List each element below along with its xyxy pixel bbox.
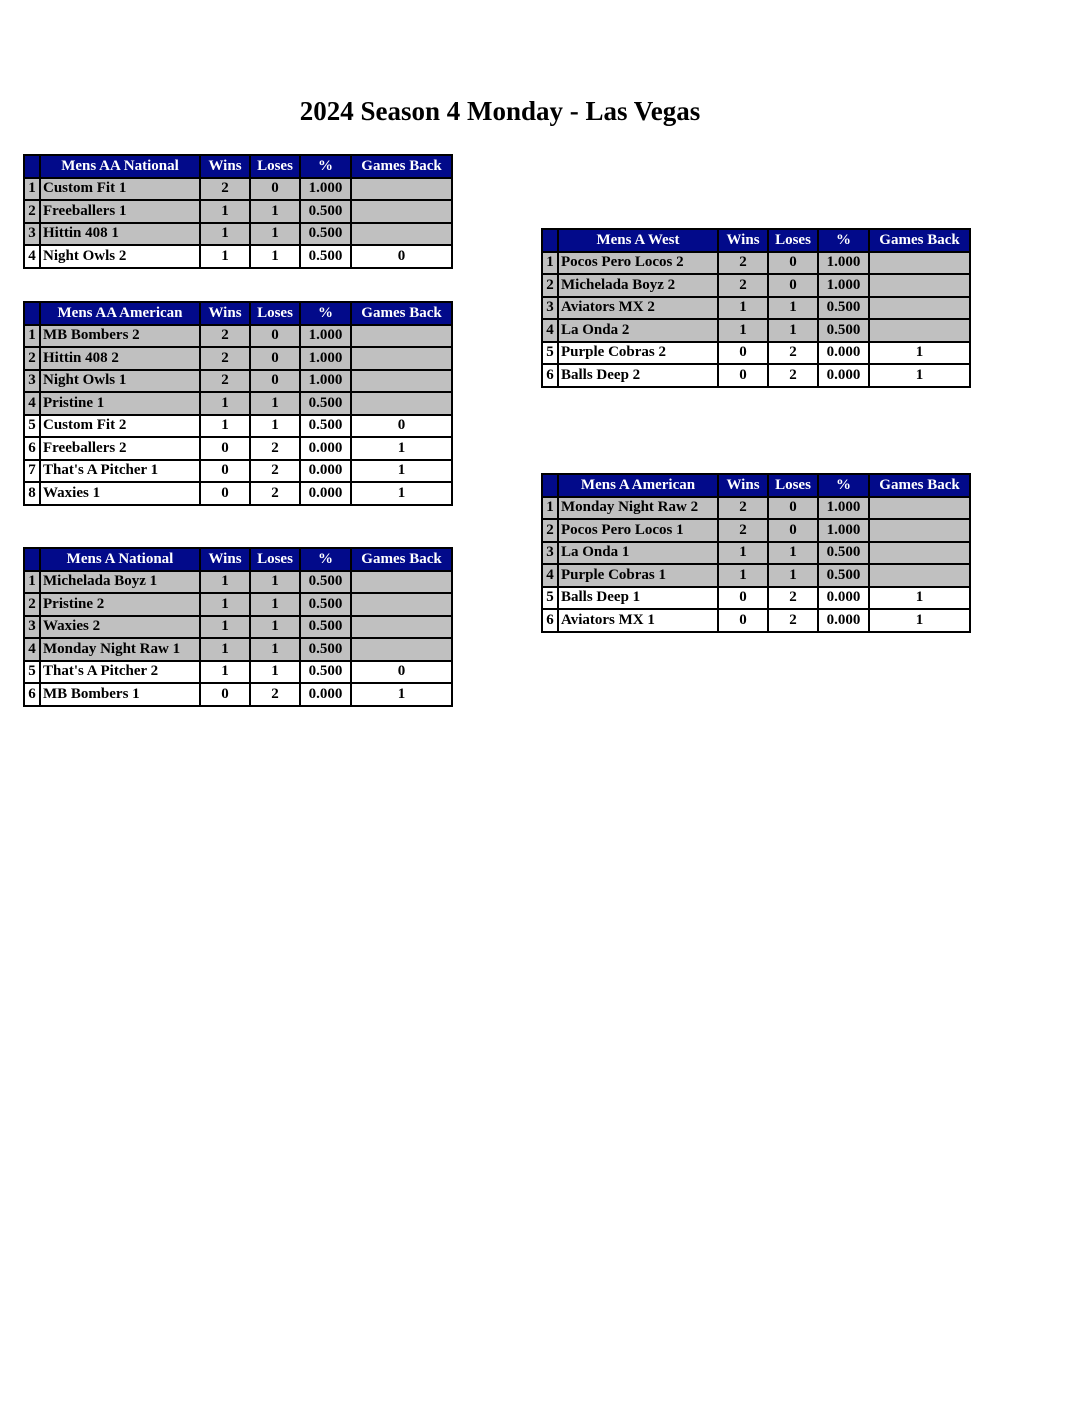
pct-cell: 0.500 xyxy=(300,638,351,661)
table-row xyxy=(542,364,970,387)
table-row xyxy=(24,638,452,661)
team-name-cell: Pocos Pero Locos 2 xyxy=(558,252,718,275)
wins-cell: 2 xyxy=(200,347,250,370)
table-row xyxy=(24,223,452,246)
games-back-header: Games Back xyxy=(869,229,970,252)
games-back-cell xyxy=(351,638,452,661)
pct-cell: 0.500 xyxy=(300,571,351,594)
wins-cell: 2 xyxy=(718,252,768,275)
table-row xyxy=(24,482,452,505)
pct-cell: 0.500 xyxy=(818,542,869,565)
wins-cell: 0 xyxy=(718,364,768,387)
table-row xyxy=(24,200,452,223)
pct-cell: 0.500 xyxy=(300,415,351,438)
division-name: Mens AA American xyxy=(40,302,200,325)
table-row xyxy=(542,587,970,610)
team-name-cell: Balls Deep 1 xyxy=(558,587,718,610)
pct-header: % xyxy=(300,548,351,571)
team-name-cell: MB Bombers 2 xyxy=(40,325,200,348)
team-name-cell: Purple Cobras 2 xyxy=(558,342,718,365)
loses-cell: 1 xyxy=(250,593,300,616)
team-name-cell: Waxies 2 xyxy=(40,616,200,639)
wins-header: Wins xyxy=(718,474,768,497)
team-name-cell: Monday Night Raw 1 xyxy=(40,638,200,661)
loses-cell: 1 xyxy=(250,661,300,684)
team-name-cell: Balls Deep 2 xyxy=(558,364,718,387)
division-table-mens-a-american xyxy=(541,473,971,633)
games-back-cell: 1 xyxy=(869,609,970,632)
games-back-cell xyxy=(869,564,970,587)
wins-cell: 2 xyxy=(718,519,768,542)
games-back-cell: 0 xyxy=(351,661,452,684)
games-back-cell: 1 xyxy=(351,482,452,505)
loses-cell: 2 xyxy=(250,460,300,483)
loses-cell: 1 xyxy=(250,638,300,661)
games-back-cell: 0 xyxy=(351,245,452,268)
wins-cell: 1 xyxy=(200,593,250,616)
loses-cell: 1 xyxy=(250,245,300,268)
pct-cell: 0.500 xyxy=(300,223,351,246)
wins-cell: 2 xyxy=(718,274,768,297)
pct-cell: 1.000 xyxy=(300,347,351,370)
table-row xyxy=(542,274,970,297)
pct-cell: 0.500 xyxy=(300,245,351,268)
table-row xyxy=(24,347,452,370)
team-name-cell: La Onda 2 xyxy=(558,319,718,342)
pct-cell: 0.000 xyxy=(300,460,351,483)
loses-cell: 1 xyxy=(250,571,300,594)
games-back-cell xyxy=(869,542,970,565)
loses-cell: 0 xyxy=(250,347,300,370)
rank-cell: 3 xyxy=(24,616,40,639)
games-back-cell xyxy=(351,200,452,223)
loses-header: Loses xyxy=(250,155,300,178)
team-name-cell: Michelada Boyz 1 xyxy=(40,571,200,594)
rank-header xyxy=(24,302,40,325)
team-name-cell: Pristine 2 xyxy=(40,593,200,616)
wins-cell: 1 xyxy=(200,571,250,594)
loses-cell: 0 xyxy=(768,274,818,297)
wins-cell: 1 xyxy=(200,661,250,684)
table-row xyxy=(542,542,970,565)
wins-cell: 1 xyxy=(200,616,250,639)
table-row xyxy=(24,245,452,268)
pct-cell: 0.000 xyxy=(818,587,869,610)
wins-cell: 0 xyxy=(200,683,250,706)
table-row xyxy=(542,252,970,275)
games-back-cell: 1 xyxy=(351,437,452,460)
pct-cell: 0.000 xyxy=(300,683,351,706)
table-row xyxy=(542,342,970,365)
rank-cell: 6 xyxy=(542,364,558,387)
team-name-cell: Aviators MX 2 xyxy=(558,297,718,320)
games-back-header: Games Back xyxy=(351,548,452,571)
team-name-cell: Purple Cobras 1 xyxy=(558,564,718,587)
loses-cell: 0 xyxy=(768,497,818,520)
pct-cell: 0.500 xyxy=(818,564,869,587)
games-back-cell: 1 xyxy=(869,364,970,387)
games-back-cell xyxy=(351,370,452,393)
wins-cell: 1 xyxy=(200,200,250,223)
team-name-cell: Hittin 408 1 xyxy=(40,223,200,246)
rank-cell: 1 xyxy=(542,252,558,275)
wins-cell: 0 xyxy=(200,437,250,460)
rank-cell: 1 xyxy=(24,325,40,348)
games-back-cell: 1 xyxy=(869,587,970,610)
rank-cell: 1 xyxy=(24,571,40,594)
table-row xyxy=(24,593,452,616)
loses-header: Loses xyxy=(250,302,300,325)
table-row xyxy=(24,571,452,594)
rank-cell: 4 xyxy=(24,638,40,661)
rank-cell: 2 xyxy=(542,519,558,542)
loses-cell: 2 xyxy=(250,437,300,460)
games-back-cell xyxy=(351,178,452,201)
loses-header: Loses xyxy=(768,229,818,252)
games-back-cell: 1 xyxy=(351,683,452,706)
rank-cell: 3 xyxy=(542,297,558,320)
wins-cell: 1 xyxy=(200,392,250,415)
games-back-cell xyxy=(351,325,452,348)
wins-cell: 0 xyxy=(200,482,250,505)
table-row xyxy=(24,415,452,438)
rank-cell: 5 xyxy=(542,587,558,610)
team-name-cell: That's A Pitcher 1 xyxy=(40,460,200,483)
loses-cell: 1 xyxy=(768,319,818,342)
wins-cell: 2 xyxy=(718,497,768,520)
rank-cell: 5 xyxy=(24,661,40,684)
games-back-cell xyxy=(869,274,970,297)
rank-cell: 8 xyxy=(24,482,40,505)
table-row xyxy=(24,683,452,706)
loses-cell: 1 xyxy=(250,392,300,415)
division-name: Mens AA National xyxy=(40,155,200,178)
loses-cell: 1 xyxy=(250,616,300,639)
games-back-cell xyxy=(351,392,452,415)
table-row xyxy=(542,564,970,587)
loses-header: Loses xyxy=(250,548,300,571)
team-name-cell: Custom Fit 1 xyxy=(40,178,200,201)
wins-cell: 1 xyxy=(200,223,250,246)
wins-cell: 1 xyxy=(200,245,250,268)
pct-cell: 0.000 xyxy=(818,364,869,387)
pct-cell: 0.000 xyxy=(300,437,351,460)
loses-cell: 0 xyxy=(768,519,818,542)
pct-cell: 1.000 xyxy=(300,370,351,393)
rank-cell: 1 xyxy=(542,497,558,520)
loses-cell: 0 xyxy=(250,178,300,201)
table-row xyxy=(542,497,970,520)
table-header-row xyxy=(542,229,970,252)
loses-cell: 2 xyxy=(250,482,300,505)
rank-cell: 4 xyxy=(542,564,558,587)
pct-header: % xyxy=(300,302,351,325)
wins-cell: 0 xyxy=(718,342,768,365)
loses-cell: 1 xyxy=(768,297,818,320)
table-header-row xyxy=(542,474,970,497)
pct-cell: 1.000 xyxy=(818,274,869,297)
wins-header: Wins xyxy=(200,155,250,178)
rank-cell: 3 xyxy=(24,370,40,393)
pct-cell: 1.000 xyxy=(300,178,351,201)
table-row xyxy=(24,437,452,460)
table-row xyxy=(24,661,452,684)
page-title: 2024 Season 4 Monday - Las Vegas xyxy=(299,96,701,126)
rank-cell: 5 xyxy=(24,415,40,438)
table-header-row xyxy=(24,155,452,178)
wins-cell: 2 xyxy=(200,178,250,201)
division-table-mens-aa-american xyxy=(23,301,453,506)
division-table-mens-aa-national xyxy=(23,154,453,269)
team-name-cell: Night Owls 2 xyxy=(40,245,200,268)
rank-cell: 1 xyxy=(24,178,40,201)
loses-cell: 0 xyxy=(250,370,300,393)
pct-header: % xyxy=(818,229,869,252)
wins-cell: 2 xyxy=(200,325,250,348)
rank-cell: 4 xyxy=(24,245,40,268)
games-back-cell xyxy=(869,519,970,542)
loses-cell: 2 xyxy=(768,609,818,632)
wins-header: Wins xyxy=(200,302,250,325)
table-row xyxy=(24,460,452,483)
games-back-cell xyxy=(351,571,452,594)
pct-cell: 1.000 xyxy=(818,519,869,542)
games-back-cell: 1 xyxy=(869,342,970,365)
division-name: Mens A National xyxy=(40,548,200,571)
games-back-cell xyxy=(351,347,452,370)
pct-cell: 0.500 xyxy=(300,661,351,684)
pct-cell: 0.500 xyxy=(300,616,351,639)
loses-cell: 1 xyxy=(250,223,300,246)
games-back-header: Games Back xyxy=(351,155,452,178)
pct-cell: 0.000 xyxy=(300,482,351,505)
division-table-mens-a-west xyxy=(541,228,971,388)
rank-cell: 2 xyxy=(24,200,40,223)
games-back-header: Games Back xyxy=(351,302,452,325)
wins-cell: 0 xyxy=(718,587,768,610)
team-name-cell: That's A Pitcher 2 xyxy=(40,661,200,684)
pct-cell: 0.000 xyxy=(818,342,869,365)
wins-header: Wins xyxy=(718,229,768,252)
games-back-header: Games Back xyxy=(869,474,970,497)
games-back-cell: 1 xyxy=(351,460,452,483)
pct-cell: 0.000 xyxy=(818,609,869,632)
wins-cell: 1 xyxy=(718,319,768,342)
loses-cell: 1 xyxy=(250,200,300,223)
loses-cell: 1 xyxy=(250,415,300,438)
wins-cell: 1 xyxy=(200,415,250,438)
loses-cell: 0 xyxy=(768,252,818,275)
loses-header: Loses xyxy=(768,474,818,497)
wins-cell: 1 xyxy=(718,542,768,565)
games-back-cell: 0 xyxy=(351,415,452,438)
pct-cell: 0.500 xyxy=(818,319,869,342)
team-name-cell: Pristine 1 xyxy=(40,392,200,415)
rank-cell: 7 xyxy=(24,460,40,483)
team-name-cell: MB Bombers 1 xyxy=(40,683,200,706)
games-back-cell xyxy=(869,297,970,320)
pct-cell: 1.000 xyxy=(300,325,351,348)
pct-cell: 0.500 xyxy=(300,593,351,616)
rank-header xyxy=(24,155,40,178)
rank-cell: 2 xyxy=(24,593,40,616)
games-back-cell xyxy=(869,497,970,520)
team-name-cell: Hittin 408 2 xyxy=(40,347,200,370)
table-row xyxy=(24,616,452,639)
wins-cell: 1 xyxy=(200,638,250,661)
team-name-cell: Aviators MX 1 xyxy=(558,609,718,632)
pct-cell: 1.000 xyxy=(818,252,869,275)
rank-cell: 6 xyxy=(24,683,40,706)
loses-cell: 2 xyxy=(768,342,818,365)
loses-cell: 2 xyxy=(768,364,818,387)
games-back-cell xyxy=(351,616,452,639)
loses-cell: 1 xyxy=(768,564,818,587)
rank-cell: 6 xyxy=(24,437,40,460)
table-header-row xyxy=(24,302,452,325)
loses-cell: 2 xyxy=(768,587,818,610)
rank-cell: 5 xyxy=(542,342,558,365)
team-name-cell: Freeballers 1 xyxy=(40,200,200,223)
games-back-cell xyxy=(869,319,970,342)
team-name-cell: Freeballers 2 xyxy=(40,437,200,460)
wins-cell: 1 xyxy=(718,564,768,587)
pct-cell: 1.000 xyxy=(818,497,869,520)
team-name-cell: La Onda 1 xyxy=(558,542,718,565)
division-table-mens-a-national xyxy=(23,547,453,707)
team-name-cell: Pocos Pero Locos 1 xyxy=(558,519,718,542)
games-back-cell xyxy=(869,252,970,275)
rank-cell: 2 xyxy=(24,347,40,370)
team-name-cell: Custom Fit 2 xyxy=(40,415,200,438)
table-row xyxy=(542,519,970,542)
loses-cell: 2 xyxy=(250,683,300,706)
team-name-cell: Michelada Boyz 2 xyxy=(558,274,718,297)
rank-cell: 4 xyxy=(542,319,558,342)
table-row xyxy=(542,609,970,632)
table-row xyxy=(24,392,452,415)
rank-cell: 2 xyxy=(542,274,558,297)
pct-header: % xyxy=(818,474,869,497)
games-back-cell xyxy=(351,593,452,616)
division-name: Mens A West xyxy=(558,229,718,252)
table-header-row xyxy=(24,548,452,571)
team-name-cell: Night Owls 1 xyxy=(40,370,200,393)
rank-cell: 3 xyxy=(24,223,40,246)
rank-header xyxy=(542,229,558,252)
wins-cell: 2 xyxy=(200,370,250,393)
division-name: Mens A American xyxy=(558,474,718,497)
pct-cell: 0.500 xyxy=(300,392,351,415)
games-back-cell xyxy=(351,223,452,246)
wins-header: Wins xyxy=(200,548,250,571)
table-row xyxy=(24,325,452,348)
rank-header xyxy=(542,474,558,497)
pct-cell: 0.500 xyxy=(300,200,351,223)
team-name-cell: Waxies 1 xyxy=(40,482,200,505)
table-row xyxy=(542,319,970,342)
table-row xyxy=(542,297,970,320)
loses-cell: 1 xyxy=(768,542,818,565)
rank-header xyxy=(24,548,40,571)
table-row xyxy=(24,370,452,393)
rank-cell: 6 xyxy=(542,609,558,632)
wins-cell: 1 xyxy=(718,297,768,320)
table-row xyxy=(24,178,452,201)
rank-cell: 4 xyxy=(24,392,40,415)
rank-cell: 3 xyxy=(542,542,558,565)
loses-cell: 0 xyxy=(250,325,300,348)
wins-cell: 0 xyxy=(200,460,250,483)
pct-header: % xyxy=(300,155,351,178)
team-name-cell: Monday Night Raw 2 xyxy=(558,497,718,520)
wins-cell: 0 xyxy=(718,609,768,632)
pct-cell: 0.500 xyxy=(818,297,869,320)
